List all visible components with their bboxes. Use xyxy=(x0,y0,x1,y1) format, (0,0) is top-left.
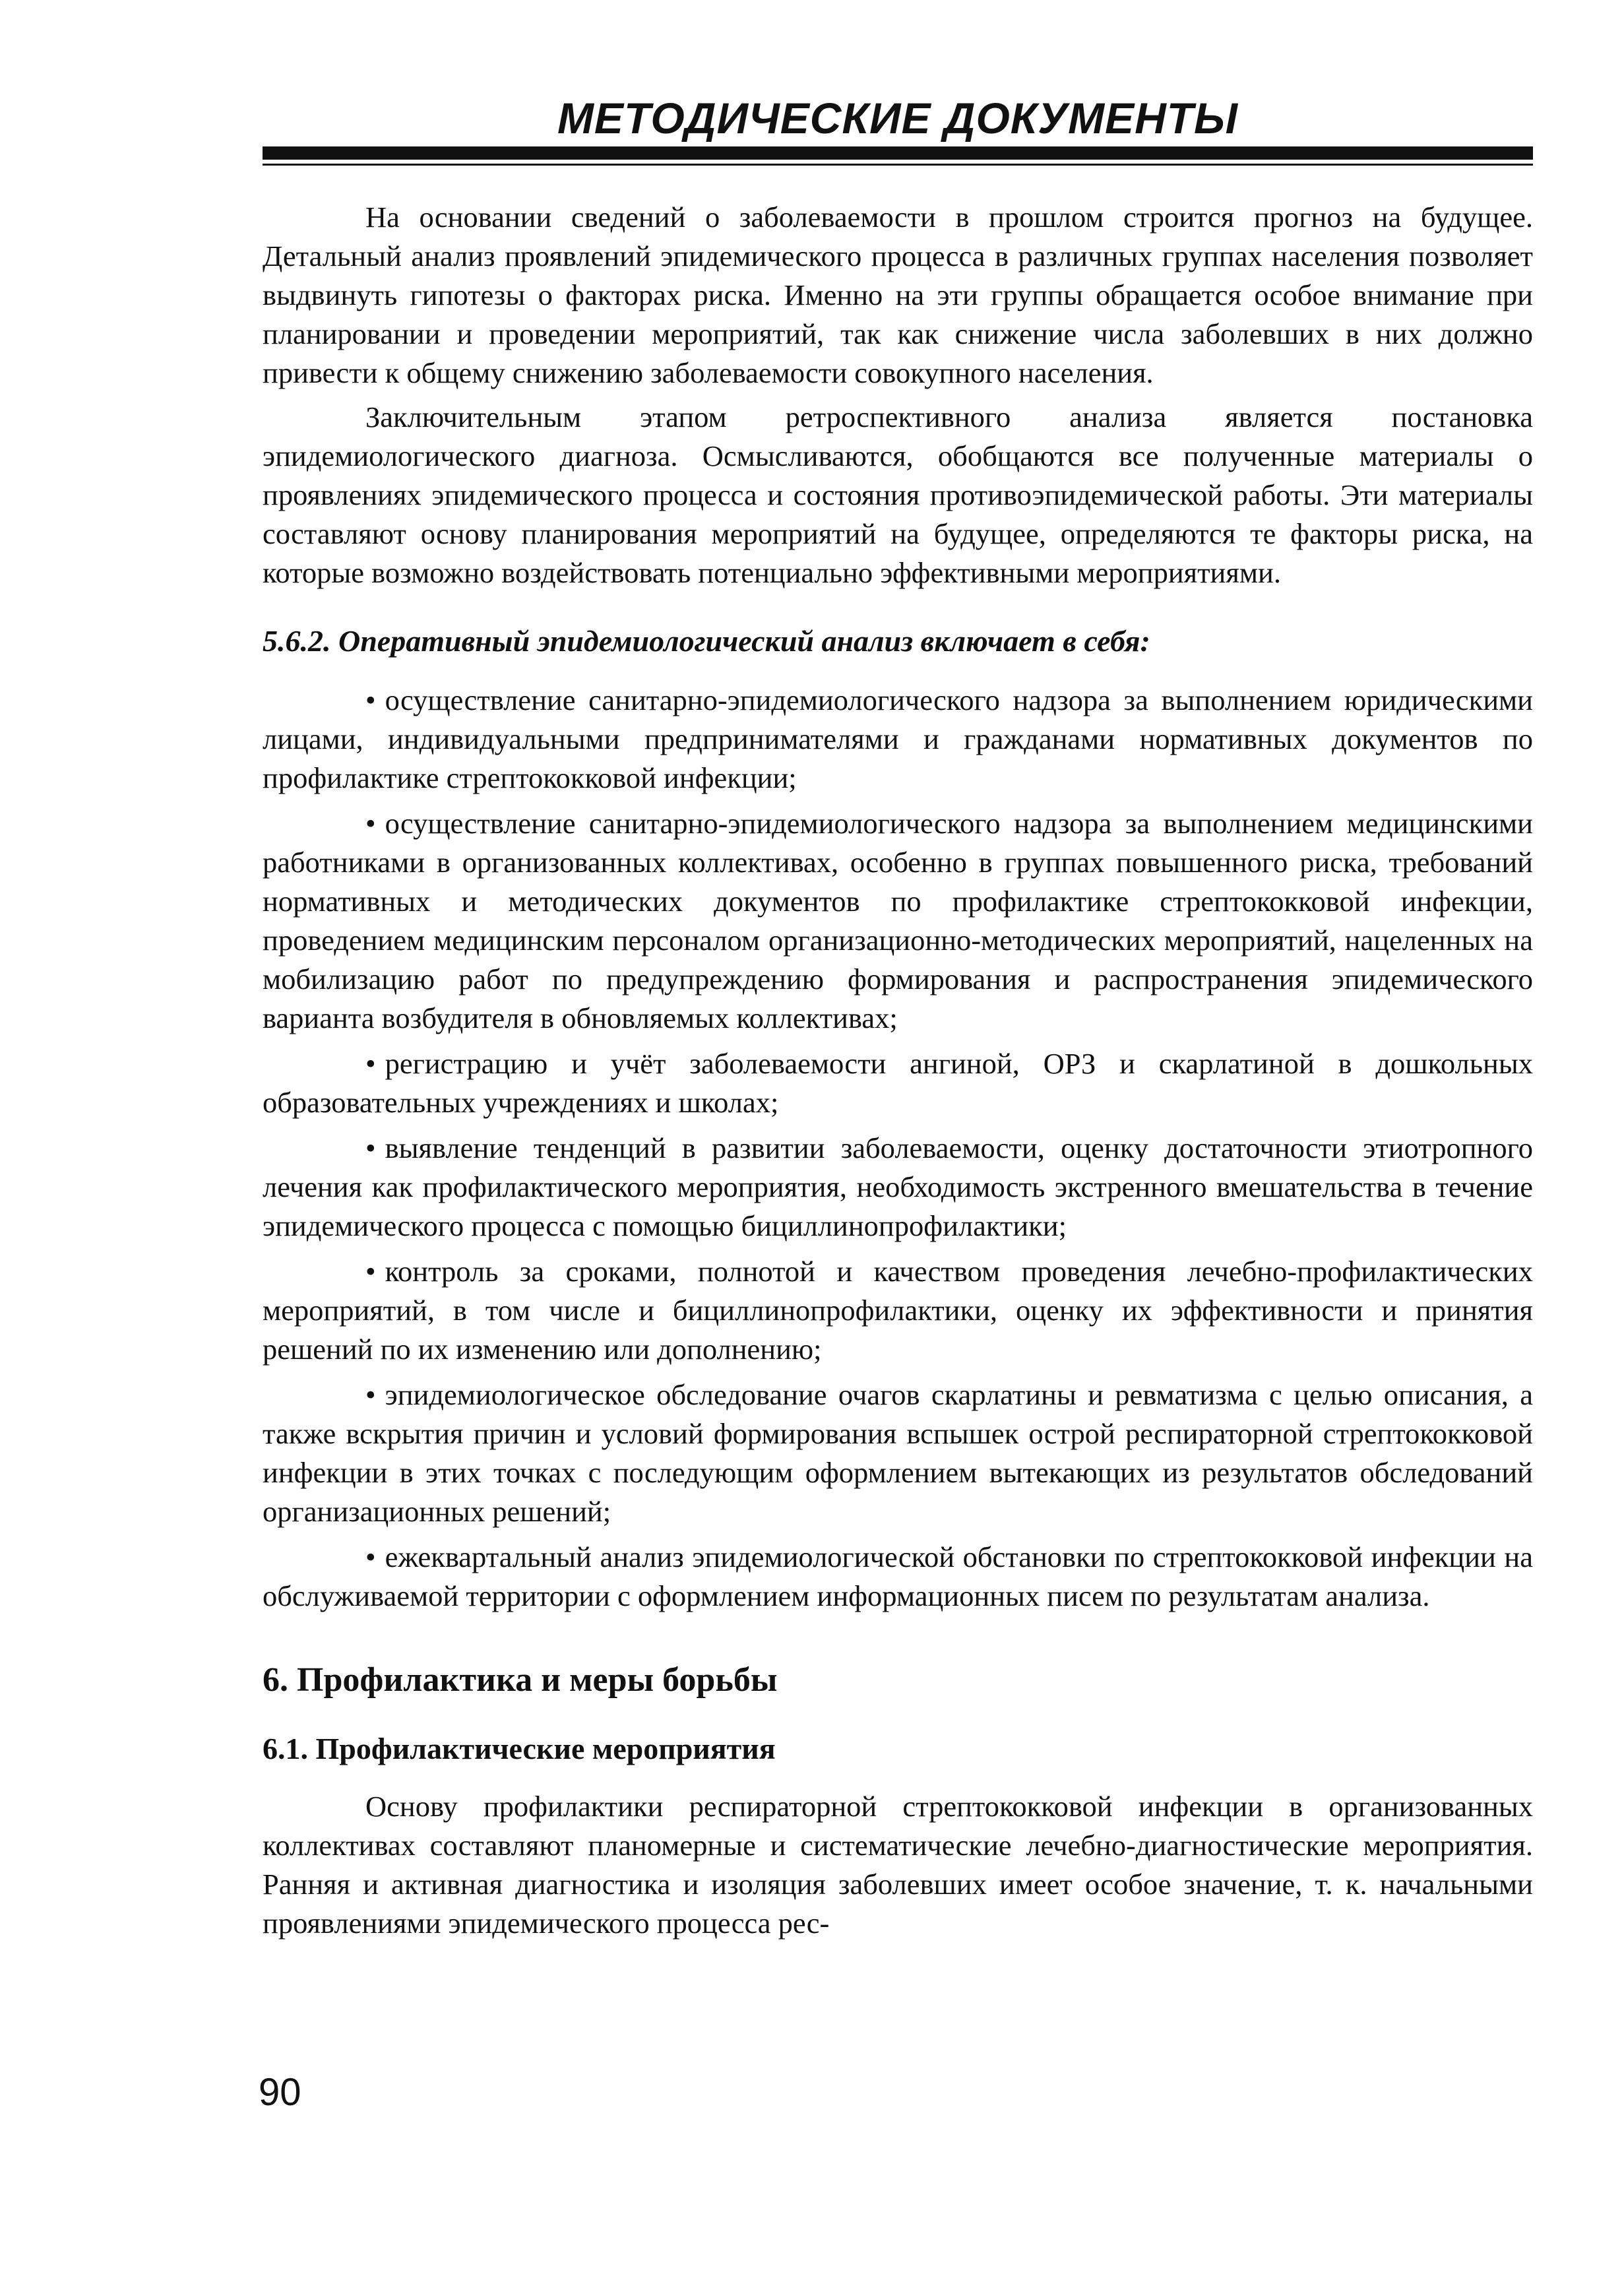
bullet-icon: • xyxy=(365,1540,376,1573)
list-item-text: регистрацию и учёт заболеваемости ангиной, ОРЗ и скарлатиной в дошкольных образовательных учреждениях и школах; xyxy=(263,1047,1533,1119)
list-item xyxy=(263,1375,1533,1531)
paragraph-prevention: Основу профилактики респираторной стрептококковой инфекции в организованных коллективах составляют планомерные и систематические лечебно-диагностические мероприятия. Ранняя и активная диагностика и изоляция заболевших имеет особое значение, т. к. начальными проявлениями эпидемического процесса рес- xyxy=(263,1790,1533,1940)
bullet-icon: • xyxy=(365,683,376,716)
page-number: 90 xyxy=(259,2071,301,2114)
subsection-title-6-1: 6.1. Профилактические мероприятия xyxy=(263,1732,776,1765)
page-header xyxy=(263,92,1533,166)
header-rule-thick xyxy=(263,146,1533,160)
list-item xyxy=(263,1129,1533,1246)
section-title-6: 6. Профилактика и меры борьбы xyxy=(263,1661,778,1699)
list-item xyxy=(263,681,1533,798)
list-item-text: ежеквартальный анализ эпидемиологической обстановки по стрептококковой инфекции на обслуживаемой территории с оформлением информационных писем по результатам анализа. xyxy=(263,1540,1533,1612)
paragraph-forecast: На основании сведений о заболеваемости в прошлом строится прогноз на будущее. Детальный анализ проявлений эпидемического процесса в различных группах населения позволяет выдвинуть гипотезы о факторах риска. Именно на эти группы обращается особое внимание при планировании и проведении мероприятий, так как снижение числа заболевших в них должно привести к общему снижению заболеваемости совокупного населения. xyxy=(263,201,1533,389)
list-item-text: осуществление санитарно-эпидемиологического надзора за выполнением юридическими лицами, индивидуальными предпринимателями и гражданами нормативных документов по профилактике стрептококковой инфекции; xyxy=(263,683,1533,794)
list-item-text: контроль за сроками, полнотой и качеством проведения лечебно-профилактических мероприятий, в том числе и бициллинопрофилактики, оценку их эффективности и принятия решений по их изменению или дополнению; xyxy=(263,1255,1533,1366)
list-item xyxy=(263,1252,1533,1369)
list-item xyxy=(263,1538,1533,1616)
bullet-icon: • xyxy=(365,1255,376,1288)
list-item xyxy=(263,1044,1533,1122)
running-header-title: МЕТОДИЧЕСКИЕ ДОКУМЕНТЫ xyxy=(557,94,1239,142)
list-item-text: осуществление санитарно-эпидемиологического надзора за выполнением медицинскими работниками в организованных коллективах, особенно в группах повышенного риска, требований нормативных и методических документов по профилактике стрептококковой инфекции, проведением медицинским персоналом организационно-методических мероприятий, нацеленных на мобилизацию работ по предупреждению формирования и распространения эпидемического варианта возбудителя в обновляемых коллективах; xyxy=(263,807,1533,1034)
bullet-icon: • xyxy=(365,1131,376,1164)
section-heading-5-6-2: 5.6.2. Оперативный эпидемиологический анализ включает в себя: xyxy=(263,624,1150,658)
bullet-icon: • xyxy=(365,807,376,840)
page-body xyxy=(263,198,1533,1943)
bullet-icon: • xyxy=(365,1378,376,1411)
list-item-text: выявление тенденций в развитии заболеваемости, оценку достаточности этиотропного лечения как профилактического мероприятия, необходимость экстренного вмешательства в течение эпидемического процесса с помощью бициллинопрофилактики; xyxy=(263,1131,1533,1242)
bullet-icon: • xyxy=(365,1047,376,1080)
list-item xyxy=(263,804,1533,1038)
paragraph-diagnosis: Заключительным этапом ретроспективного анализа является постановка эпидемиологического диагноза. Осмысливаются, обобщаются все полученные материалы о проявлениях эпидемического процесса и состояния противоэпидемической работы. Эти материалы составляют основу планирования мероприятий на будущее, определяются те факторы риска, на которые возможно воздействовать потенциально эффективными мероприятиями. xyxy=(263,400,1533,589)
list-item-text: эпидемиологическое обследование очагов скарлатины и ревматизма с целью описания, а также вскрытия причин и условий формирования вспышек острой респираторной стрептококковой инфекции в этих точках с последующим оформлением вытекающих из результатов обследований организационных решений; xyxy=(263,1378,1533,1528)
header-rule-thin xyxy=(263,164,1533,166)
